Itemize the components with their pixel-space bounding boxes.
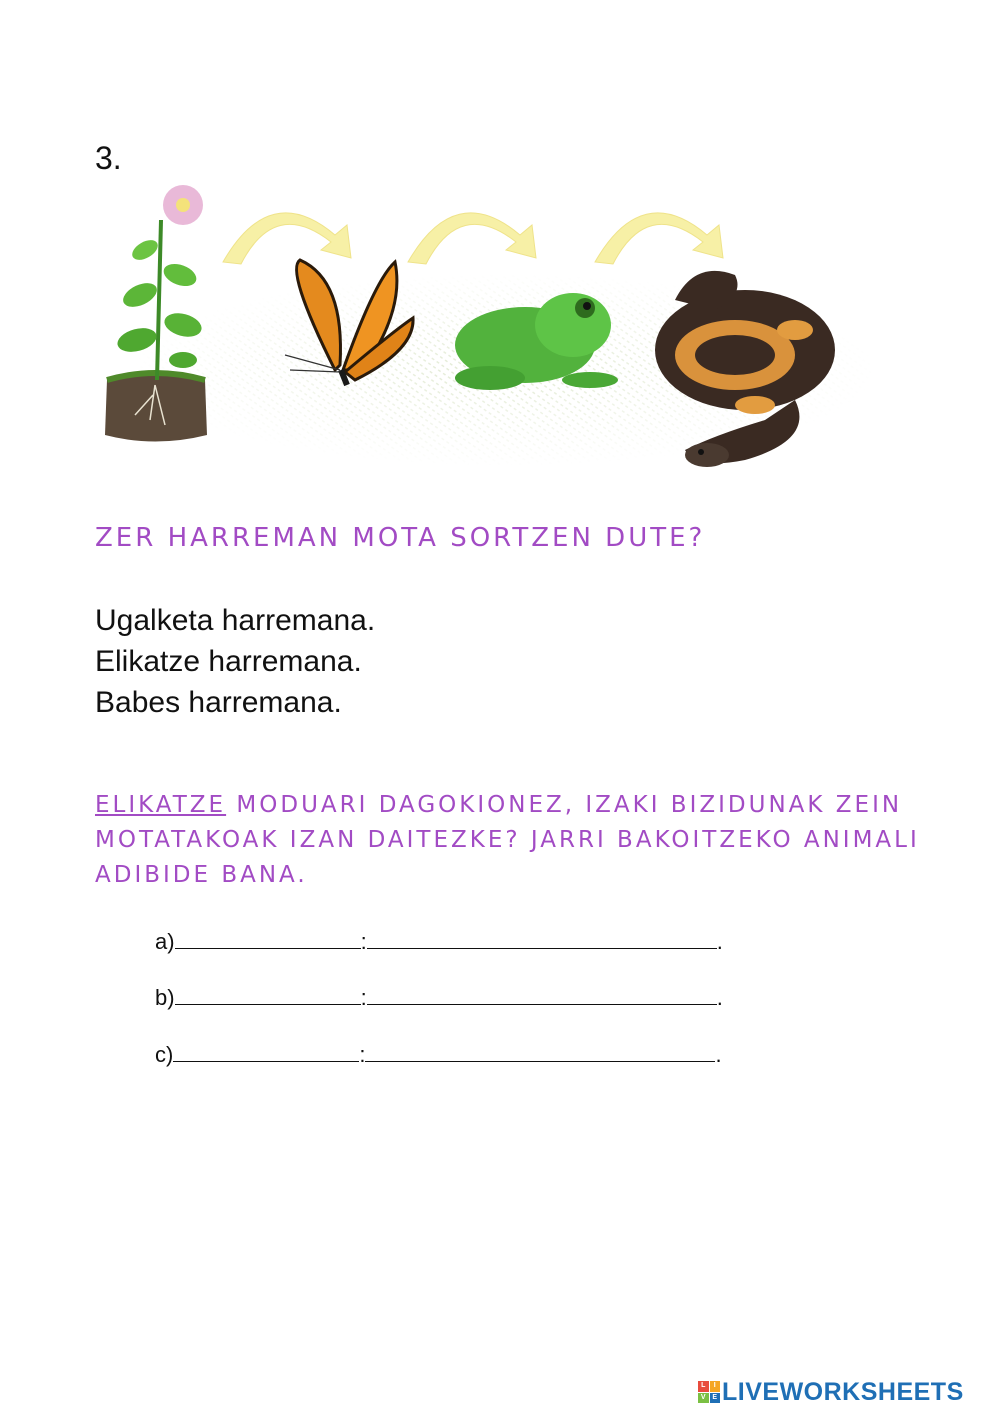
answer-row: b) : . <box>155 985 723 1010</box>
answer-row: c) : . <box>155 1042 722 1067</box>
answer-blank-type[interactable] <box>175 928 361 949</box>
answer-blank-example[interactable] <box>367 928 717 949</box>
option-feeding[interactable]: Elikatze harremana. <box>95 645 362 678</box>
relationship-options <box>95 600 375 723</box>
question-keyword: ELIKATZE <box>95 792 227 818</box>
answer-blank-type[interactable] <box>175 984 361 1005</box>
answer-blank-example[interactable] <box>367 984 717 1005</box>
question-feeding-types <box>95 788 935 893</box>
question-text: MODUARI DAGOKIONEZ, IZAKI BIZIDUNAK ZEIN MOTATAKOAK IZAN DAITEZKE? JARRI BAKOITZEKO ANIMALI ADIBIDE BANA. <box>95 792 920 888</box>
logo-icon: L I V E <box>698 1381 720 1403</box>
exercise-number: 3. <box>95 140 122 176</box>
question-relationship-type: ZER HARREMAN MOTA SORTZEN DUTE? <box>95 523 706 553</box>
plant-icon <box>105 185 207 442</box>
answer-blank-example[interactable] <box>365 1041 715 1062</box>
answer-label: b) <box>155 985 175 1010</box>
option-reproduction[interactable]: Ugalketa harremana. <box>95 604 376 637</box>
arrow-icon <box>595 213 723 264</box>
answer-row: a) : . <box>155 929 723 954</box>
option-protection[interactable]: Babes harremana. <box>95 686 342 719</box>
food-chain-illustration <box>95 180 875 490</box>
answer-label: a) <box>155 929 175 954</box>
answer-blank-type[interactable] <box>173 1041 359 1062</box>
logo-text: LIVEWORKSHEETS <box>722 1377 964 1406</box>
arrow-icon <box>408 213 536 264</box>
liveworksheets-logo[interactable] <box>698 1378 964 1406</box>
arrow-icon <box>223 213 351 264</box>
answer-label: c) <box>155 1042 174 1067</box>
